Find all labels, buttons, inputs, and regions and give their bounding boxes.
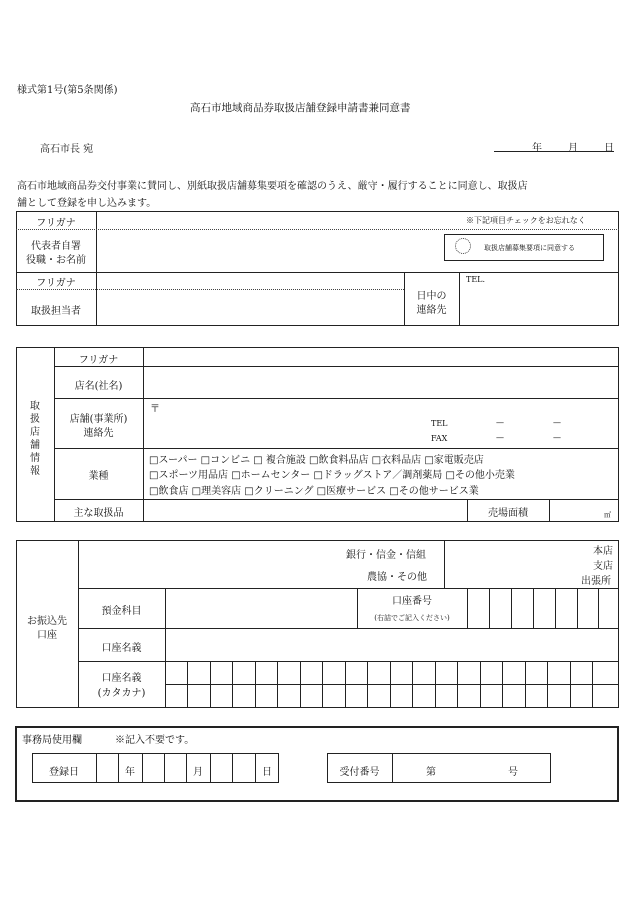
store-section-label: 取 扱 店 舗 情 報 xyxy=(30,401,40,477)
holder-kana-field[interactable] xyxy=(166,662,618,707)
bank-name-field[interactable] xyxy=(79,541,329,587)
floor-area-label: 売場面積 xyxy=(488,508,528,519)
rep-label-1: 代表者自署 xyxy=(31,241,81,252)
receipt-number-field[interactable] xyxy=(440,756,504,780)
receipt-dai: 第 xyxy=(426,767,436,778)
bank-label-1: お振込先 xyxy=(27,616,67,627)
postal-mark: 〒 xyxy=(150,404,160,415)
office-label-1: 店舗(事業所) xyxy=(69,414,128,425)
sqm-unit: ㎡ xyxy=(604,511,611,519)
industry-label: 業種 xyxy=(88,471,109,482)
bank-types-1: 銀行・信金・信組 xyxy=(346,550,426,561)
office-use-note: ※記入不要です。 xyxy=(115,735,195,746)
receipt-go: 号 xyxy=(508,767,518,778)
main-items-label: 主な取扱品 xyxy=(73,508,124,519)
receipt-no-label: 受付番号 xyxy=(339,767,380,778)
bank-label-2: 口座 xyxy=(37,630,57,641)
reg-month-label: 月 xyxy=(193,767,203,778)
intro-line-2: 舗として登録を申し込みます。 xyxy=(17,198,157,209)
branch-type-3: 出張所 xyxy=(581,576,611,587)
rep-label-2: 役職・お名前 xyxy=(26,255,86,266)
branch-type-2: 支店 xyxy=(593,561,613,572)
bank-types-2: 農協・その他 xyxy=(367,572,427,583)
daytime-label-1: 日中の xyxy=(416,291,447,302)
date-day-label: 日 xyxy=(604,143,614,154)
reg-year-label: 年 xyxy=(125,767,135,778)
industry-options-3[interactable]: □飲食店 □理美容店 □クリーニング □医療サービス □その他サービス業 xyxy=(149,486,479,497)
date-year-label: 年 xyxy=(532,143,542,154)
industry-options-2[interactable]: □スポーツ用品店 □ホームセンター □ドラッグストア／調剤薬局 □その他小売業 xyxy=(149,470,515,481)
holder-kana-label-2: (カタカナ) xyxy=(97,688,146,699)
industry-options-1[interactable]: □スーパー □コンビニ □ 複合施設 □飲食料品店 □衣料品店 □家電販売店 xyxy=(149,455,484,466)
office-use-label: 事務局使用欄 xyxy=(22,735,82,746)
holder-kana-label-1: 口座名義 xyxy=(101,673,142,684)
account-no-field[interactable] xyxy=(468,589,618,627)
store-name-label: 店名(社名) xyxy=(74,381,123,392)
form-number: 様式第1号(第5条関係) xyxy=(17,85,118,96)
agree-label: 取扱店舗募集要項に同意する xyxy=(484,244,575,252)
account-no-note: (右詰でご記入ください) xyxy=(374,614,450,622)
tel-label: TEL. xyxy=(466,275,486,284)
branch-type-1: 本店 xyxy=(593,546,613,557)
holder-field[interactable] xyxy=(166,629,618,660)
intro-line-1: 高石市地域商品券交付事業に賛同し、別紙取扱店舗募集要項を確認のうえ、厳守・履行することに同意し、取扱店 xyxy=(17,181,528,192)
office-label-2: 連絡先 xyxy=(83,428,114,439)
reg-date-label: 登録日 xyxy=(49,767,79,778)
contact-person-label: 取扱担当者 xyxy=(31,306,81,317)
check-note: ※下記項目チェックをお忘れなく xyxy=(466,216,586,225)
date-month-label: 月 xyxy=(568,143,578,154)
addressee: 高石市長 宛 xyxy=(40,144,94,155)
holder-label: 口座名義 xyxy=(101,643,142,654)
branch-name-field[interactable] xyxy=(445,541,585,587)
store-tel-label: TEL xyxy=(431,419,448,428)
store-fax-label: FAX xyxy=(431,434,448,443)
store-furigana-label: フリガナ xyxy=(78,355,119,366)
applicant-furigana-label: フリガナ xyxy=(36,218,76,229)
daytime-label-2: 連絡先 xyxy=(416,305,447,316)
page-title: 高石市地域商品券取扱店舗登録申請書兼同意書 xyxy=(190,102,411,114)
deposit-type-field[interactable] xyxy=(166,589,356,627)
account-no-label: 口座番号 xyxy=(392,596,432,607)
deposit-type-label: 預金科目 xyxy=(101,606,142,617)
contact-furigana-label: フリガナ xyxy=(36,278,76,289)
reg-day-label: 日 xyxy=(262,767,272,778)
